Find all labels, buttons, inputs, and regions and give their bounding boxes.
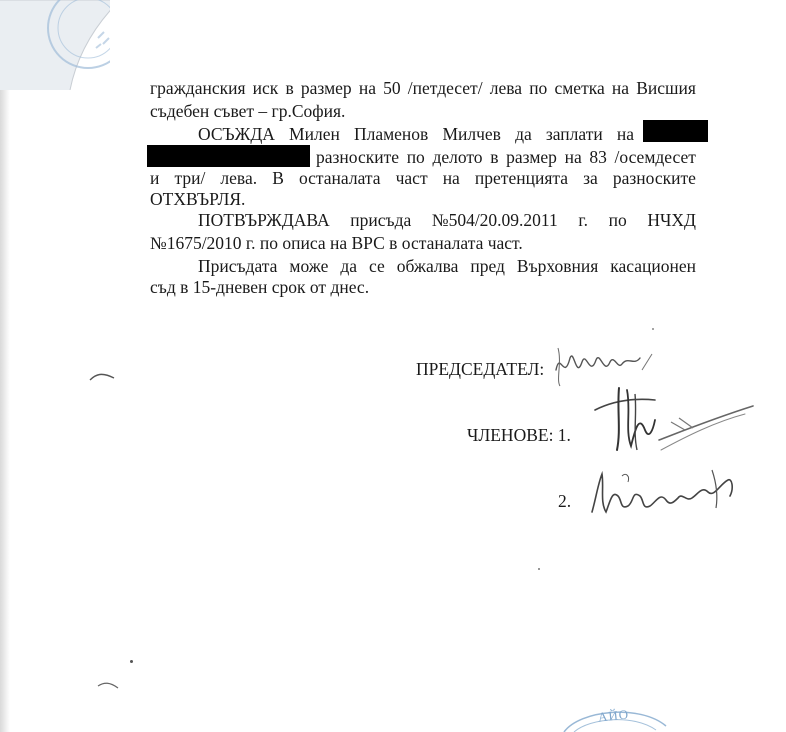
member-2-signature <box>582 462 752 522</box>
member-2-label: 2. <box>558 491 572 511</box>
paragraph-4-line-2: съд в 15-дневен срок от днес. <box>150 277 370 297</box>
stamp-partial-text: АЙО <box>597 706 630 725</box>
chairman-label: ПРЕДСЕДАТЕЛ: <box>416 359 545 379</box>
paragraph-3-line-2: №1675/2010 г. по описа на ВРС в останалата част. <box>150 233 523 253</box>
paragraph-1-line-2: съдебен съвет – гр.София. <box>150 101 346 121</box>
paragraph-2-line-3: и три/ лева. В останалата част на претенцията за разноските <box>150 168 696 188</box>
paragraph-2-line-4: ОТХВЪРЛЯ. <box>150 189 246 209</box>
members-label: ЧЛЕНОВЕ: 1. <box>467 425 571 445</box>
scan-speck <box>130 660 133 663</box>
scan-speck <box>652 328 654 330</box>
redacted-name-box <box>643 120 708 142</box>
scan-mark <box>88 370 118 384</box>
redacted-name-box <box>147 145 310 167</box>
scanned-page-edge <box>0 0 10 732</box>
scan-mark <box>96 678 122 692</box>
folded-corner-seal <box>0 0 110 90</box>
paragraph-4-line-1: Присъдата може да се обжалва пред Върховния касационен <box>198 256 696 276</box>
paragraph-2-line-1: ОСЪЖДА Милен Пламенов Милчев да заплати на <box>198 124 634 144</box>
paragraph-3-line-1: ПОТВЪРЖДАВА присъда №504/20.09.2011 г. по НЧХД <box>198 210 696 230</box>
member-1-signature <box>575 370 775 470</box>
scan-speck <box>538 568 540 570</box>
paragraph-1-line-1: гражданския иск в размер на 50 /петдесет/ лева по сметка на Висшия <box>150 78 696 98</box>
paragraph-2-line-2: разноските по делото в размер на 83 /осемдесет <box>316 147 696 167</box>
